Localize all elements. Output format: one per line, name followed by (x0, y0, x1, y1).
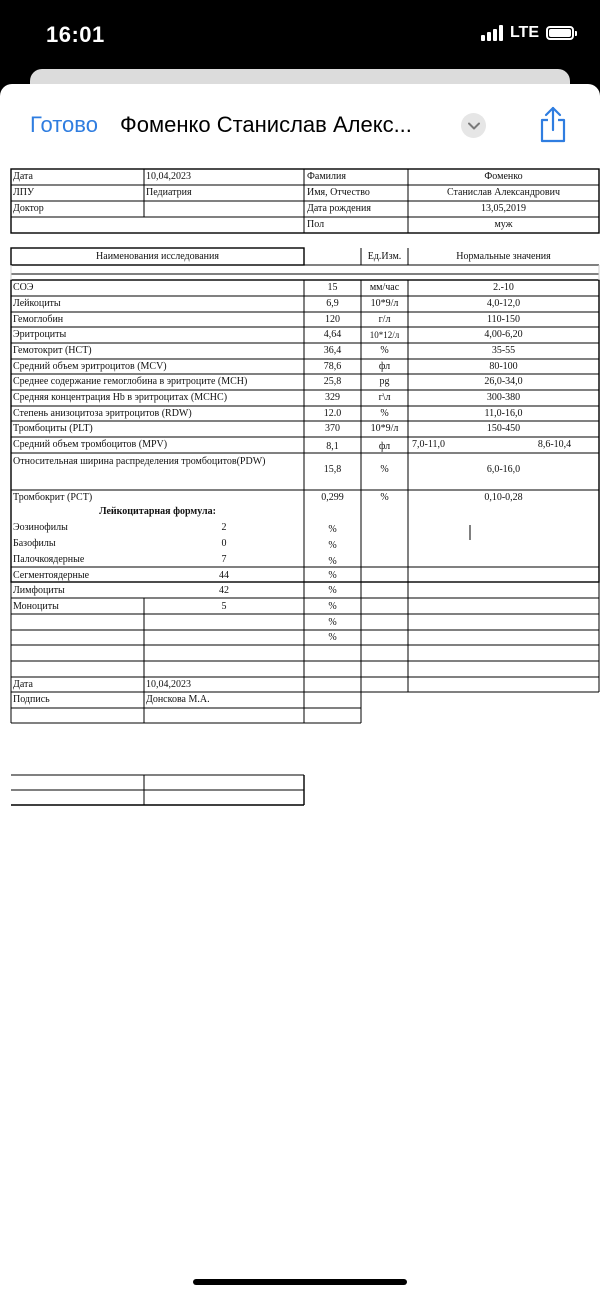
result-value: 12.0 (323, 408, 342, 419)
lab-report (10, 167, 600, 727)
header-label-name: Имя, Отчество (307, 187, 370, 198)
result-value: 370 (325, 423, 340, 434)
status-bar (0, 0, 600, 70)
result-norm-b: 8,6-10,4 (537, 439, 572, 450)
result-unit: фл (378, 441, 391, 452)
formula-value: 42 (219, 585, 229, 596)
home-indicator[interactable] (193, 1279, 407, 1285)
result-unit: % (380, 408, 389, 419)
formula-unit: % (328, 601, 337, 612)
document-viewer (0, 84, 600, 1297)
result-value: 25,8 (323, 376, 342, 387)
footer-date-value: 10,04,2023 (146, 679, 191, 690)
chevron-down-icon (468, 122, 480, 130)
result-value: 4,64 (323, 329, 342, 340)
result-name: Среднее содержание гемоглобина в эритроците (МСН) (13, 376, 248, 387)
result-norm: 11,0-16,0 (484, 408, 523, 419)
header-value-birthdate: 13,05,2019 (481, 203, 526, 214)
result-unit: 10*12/л (369, 330, 400, 340)
result-value: 78,6 (323, 361, 342, 372)
nav-bar (0, 84, 600, 164)
result-unit: мм/час (369, 282, 400, 293)
header-value-sex: муж (494, 219, 513, 230)
result-unit: г\л (378, 392, 391, 403)
signal-icon (481, 25, 503, 41)
footer-sign-value: Донскова М.А. (146, 694, 210, 705)
result-unit: 10*9/л (370, 298, 399, 309)
result-unit: г/л (378, 314, 391, 325)
title-menu-button[interactable] (461, 113, 486, 138)
result-name: Лейкоциты (13, 298, 61, 309)
formula-unit: % (328, 524, 337, 535)
result-name: Гемоглобин (13, 314, 64, 325)
status-indicators (481, 24, 574, 42)
result-name: Гемотокрит (НСТ) (13, 345, 92, 356)
result-unit: 10*9/л (370, 423, 399, 434)
result-name: Средний объем эритроцитов (MCV) (13, 361, 167, 372)
result-name: СОЭ (13, 282, 34, 293)
status-time: 16:01 (46, 22, 105, 47)
column-header-name: Наименования исследования (96, 251, 219, 262)
header-label-lpu: ЛПУ (13, 187, 35, 198)
result-name: Тромбокрит (РСТ) (13, 492, 93, 503)
header-label-birthdate: Дата рождения (307, 203, 371, 214)
footer-sign-label: Подпись (13, 694, 50, 705)
result-norm: 0,10-0,28 (484, 492, 523, 503)
header-label-surname: Фамилия (307, 171, 346, 182)
formula-name: Палочкоядерные (13, 554, 85, 565)
header-value-lpu: Педиатрия (146, 187, 192, 198)
header-value-name: Станислав Александрович (446, 187, 561, 198)
result-value: 0,299 (321, 492, 344, 503)
result-norm: 2.-10 (493, 282, 514, 293)
result-value: 15,8 (323, 464, 342, 475)
formula-value: 2 (221, 522, 227, 533)
result-name: Эритроциты (13, 329, 67, 340)
column-header-norm: Нормальные значения (456, 251, 551, 262)
formula-name: Лимфоциты (13, 585, 65, 596)
result-norm-a: 7,0-11,0 (412, 439, 445, 450)
header-label-date: Дата (13, 171, 33, 182)
result-name: Относительная ширина распределения тромбоцитов(PDW) (13, 456, 266, 467)
result-norm: 4,00-6,20 (484, 329, 523, 340)
formula-unit: % (328, 556, 337, 567)
result-name: Тромбоциты (PLT) (13, 423, 93, 434)
share-button[interactable] (537, 106, 569, 144)
result-norm: 150-450 (486, 423, 521, 434)
result-norm: 26,0-34,0 (484, 376, 523, 387)
result-value: 6,9 (326, 298, 339, 309)
result-value: 8,1 (326, 441, 339, 452)
result-unit: фл (378, 361, 391, 372)
result-unit: % (380, 492, 389, 503)
result-name: Степень анизоцитоза эритроцитов (RDW) (13, 408, 192, 419)
formula-unit: % (328, 570, 337, 581)
formula-unit: % (328, 632, 337, 643)
formula-name: Эозинофилы (13, 522, 68, 533)
footer-date-label: Дата (13, 679, 33, 690)
result-value: 36,4 (323, 345, 342, 356)
formula-value: 5 (221, 601, 227, 612)
result-unit: pg (379, 376, 390, 387)
formula-value: 7 (221, 554, 227, 565)
formula-unit: % (328, 617, 337, 628)
formula-name: Моноциты (13, 601, 59, 612)
result-norm: 80-100 (489, 361, 518, 372)
result-value: 329 (325, 392, 340, 403)
formula-unit: % (328, 585, 337, 596)
result-norm: 4,0-12,0 (486, 298, 521, 309)
column-header-unit: Ед.Изм. (367, 251, 402, 262)
done-button[interactable]: Готово (30, 112, 98, 137)
formula-unit: % (328, 540, 337, 551)
header-label-sex: Пол (307, 219, 325, 230)
result-name: Средний объем тромбоцитов (MPV) (13, 439, 168, 450)
formula-value: 44 (219, 570, 229, 581)
result-norm: 300-380 (486, 392, 521, 403)
share-icon (537, 106, 569, 144)
header-value-surname: Фоменко (484, 171, 523, 182)
result-norm: 6,0-16,0 (486, 464, 521, 475)
result-value: 120 (325, 314, 340, 325)
formula-title: Лейкоцитарная формула: (99, 506, 216, 517)
result-value: 15 (327, 282, 338, 293)
formula-name: Базофилы (13, 538, 56, 549)
header-value-date: 10,04,2023 (146, 171, 191, 182)
network-type: LTE (509, 24, 539, 41)
result-name: Средняя концентрация Hb в эритроцитах (МСНС) (13, 392, 228, 403)
result-unit: % (380, 464, 389, 475)
formula-name: Сегментоядерные (13, 570, 90, 581)
battery-icon (546, 26, 574, 40)
header-label-doctor: Доктор (13, 203, 44, 214)
result-norm: 110-150 (487, 314, 520, 325)
result-norm: 35-55 (491, 345, 516, 356)
formula-value: 0 (221, 538, 227, 549)
document-title: Фоменко Станислав Алекс... (120, 112, 412, 137)
result-unit: % (380, 345, 389, 356)
